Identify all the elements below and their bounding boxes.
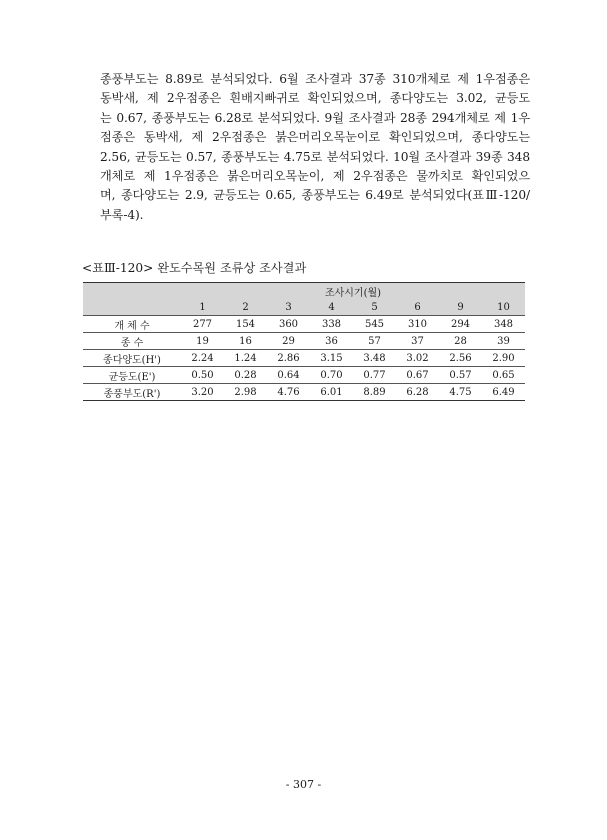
table-cell: 6.49 (482, 384, 525, 401)
table-cell: 3.48 (353, 350, 396, 367)
table-cell: 37 (396, 333, 439, 350)
table-body (83, 316, 525, 401)
table-cell: 0.77 (353, 367, 396, 384)
body-paragraph (100, 70, 530, 225)
table-cell: 29 (267, 333, 310, 350)
table-cell: 154 (224, 316, 267, 333)
paragraph-line: 종풍부도는 8.89로 분석되었다. 6월 조사결과 37종 310개체로 제 1우점종은 (100, 72, 530, 86)
table-cell: 3.02 (396, 350, 439, 367)
table-cell: 277 (181, 316, 224, 333)
table-cell: 0.65 (482, 367, 525, 384)
month-header-cell: 6 (396, 299, 439, 316)
row-label: 종풍부도(R') (83, 384, 181, 401)
paragraph-line: 며, 종다양도는 2.9, 균등도는 0.65, 종풍부도는 6.49로 분석되었다(표Ⅲ-120/ (100, 188, 530, 203)
survey-period-header: 조사시기(월) (181, 283, 525, 300)
table-cell: 57 (353, 333, 396, 350)
table-row (83, 384, 525, 401)
table-cell: 0.70 (310, 367, 353, 384)
table-row (83, 350, 525, 367)
paragraph-line: 개체로 제 1우점종은 붉은머리오목눈이, 제 2우점종은 물까치로 확인되었으 (100, 169, 530, 184)
table-cell: 36 (310, 333, 353, 350)
table-header-row (83, 283, 525, 300)
table-cell: 2.56 (439, 350, 482, 367)
table-cell: 39 (482, 333, 525, 350)
table-cell: 2.98 (224, 384, 267, 401)
table-cell: 28 (439, 333, 482, 350)
table-cell: 19 (181, 333, 224, 350)
survey-results-table (83, 282, 525, 401)
table-caption: <표Ⅲ-120> 완도수목원 조류상 조사결과 (82, 261, 307, 275)
table-cell: 0.50 (181, 367, 224, 384)
table-cell: 3.20 (181, 384, 224, 401)
table-cell: 6.01 (310, 384, 353, 401)
row-label: 종 수 (83, 333, 181, 350)
table-cell: 310 (396, 316, 439, 333)
table-cell: 0.64 (267, 367, 310, 384)
table-corner-cell (83, 283, 181, 316)
table-cell: 8.89 (353, 384, 396, 401)
table-cell: 360 (267, 316, 310, 333)
paragraph-line: 2.56, 균등도는 0.57, 종풍부도는 4.75로 분석되었다. 10월 조사결과 39종 348 (100, 149, 530, 164)
table-cell: 1.24 (224, 350, 267, 367)
table-cell: 0.67 (396, 367, 439, 384)
table-cell: 294 (439, 316, 482, 333)
table-cell: 4.76 (267, 384, 310, 401)
month-header-cell: 2 (224, 299, 267, 316)
table-cell: 16 (224, 333, 267, 350)
row-label: 균등도(E') (83, 367, 181, 384)
table-cell: 0.57 (439, 367, 482, 384)
paragraph-line: 동박새, 제 2우점종은 흰배지빠귀로 확인되었으며, 종다양도는 3.02, 균등도 (100, 91, 530, 106)
table-cell: 6.28 (396, 384, 439, 401)
paragraph-line: 는 0.67, 종풍부도는 6.28로 분석되었다. 9월 조사결과 28종 294개체로 제 1우 (100, 110, 530, 125)
table-row (83, 316, 525, 333)
table-row (83, 333, 525, 350)
month-header-cell: 1 (181, 299, 224, 316)
table-row (83, 367, 525, 384)
table-cell: 3.15 (310, 350, 353, 367)
month-header-cell: 3 (267, 299, 310, 316)
page-number: - 307 - (285, 778, 322, 791)
row-label: 종다양도(H') (83, 350, 181, 367)
month-header-cell: 9 (439, 299, 482, 316)
table-cell: 2.24 (181, 350, 224, 367)
month-header-cell: 10 (482, 299, 525, 316)
table-cell: 2.90 (482, 350, 525, 367)
table-cell: 0.28 (224, 367, 267, 384)
table-cell: 4.75 (439, 384, 482, 401)
table-cell: 348 (482, 316, 525, 333)
table-cell: 545 (353, 316, 396, 333)
month-header-cell: 5 (353, 299, 396, 316)
row-label: 개 체 수 (83, 316, 181, 333)
month-header-cell: 4 (310, 299, 353, 316)
paragraph-line: 부록-4). (100, 207, 144, 222)
paragraph-line: 점종은 동박새, 제 2우점종은 붉은머리오목눈이로 확인되었으며, 종다양도는 (100, 130, 530, 145)
table-cell: 2.86 (267, 350, 310, 367)
table-cell: 338 (310, 316, 353, 333)
